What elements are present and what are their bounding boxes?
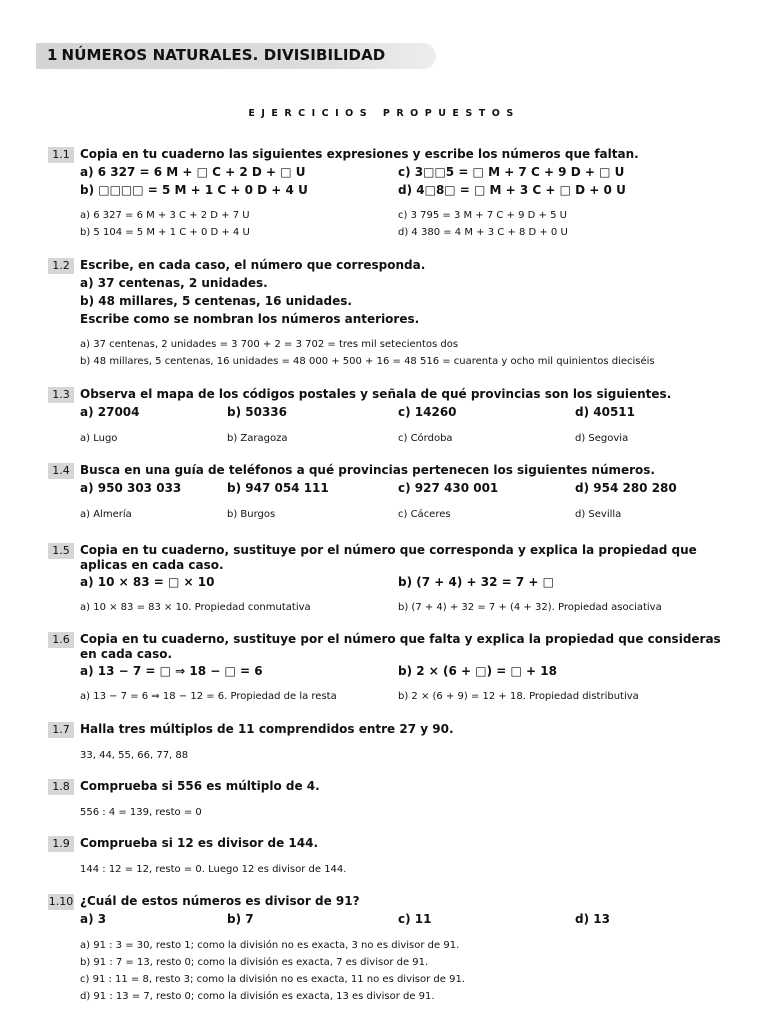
exercise-number: 1.8 [48, 779, 74, 795]
exercise-number: 1.7 [48, 722, 74, 738]
answer-item-a: a) 37 centenas, 2 unidades = 3 700 + 2 = 3 702 = tres mil setecientos dos [80, 339, 459, 350]
exercise-number: 1.10 [48, 895, 74, 908]
question-item-d: d) 13 [575, 912, 610, 926]
exercise-question: Copia en tu cuaderno, sustituye por el número que corresponda y explica la propiedad que aplicas en cada caso. [80, 543, 697, 572]
question-item-b: b) 50336 [227, 405, 287, 419]
question-item-b: b) 2 × (6 + □) = □ + 18 [398, 664, 557, 678]
exercise-answer: 556 : 4 = 139, resto = 0 [80, 807, 202, 818]
question-item-a: a) 950 303 033 [80, 481, 182, 495]
answer-item-b: b) (7 + 4) + 32 = 7 + (4 + 32). Propiedad asociativa [398, 602, 662, 613]
exercise-question: Comprueba si 12 es divisor de 144. [80, 836, 319, 850]
chapter-title [47, 46, 385, 64]
answer-item-c: c) 91 : 11 = 8, resto 3; como la división no es exacta, 11 no es divisor de 91. [80, 974, 465, 985]
question-item-d: d) 954 280 280 [575, 481, 677, 495]
answer-item-b: b) 91 : 7 = 13, resto 0; como la división es exacta, 7 es divisor de 91. [80, 957, 429, 968]
answer-item-c: c) Córdoba [398, 433, 453, 444]
answer-item-d: d) Sevilla [575, 509, 622, 520]
question-item-a: a) 3 [80, 912, 107, 926]
question-item-a: a) 6 327 = 6 M + □ C + 2 D + □ U [80, 165, 306, 179]
chapter-title-text: NÚMEROS NATURALES. DIVISIBILIDAD [61, 46, 386, 64]
exercise-question: Copia en tu cuaderno las siguientes expresiones y escribe los números que faltan. [80, 147, 639, 161]
question-item-c: c) 927 430 001 [398, 481, 499, 495]
question-item-a: a) 27004 [80, 405, 140, 419]
section-heading: EJERCICIOS PROPUESTOS [248, 108, 520, 119]
answer-item-b: b) 5 104 = 5 M + 1 C + 0 D + 4 U [80, 227, 250, 238]
exercise-question: ¿Cuál de estos números es divisor de 91? [80, 894, 360, 908]
answer-item-c: c) Cáceres [398, 509, 451, 520]
question-item-b: b) □□□□ = 5 M + 1 C + 0 D + 4 U [80, 183, 308, 197]
question-item-c: c) 14260 [398, 405, 457, 419]
question-item-b: b) 947 054 111 [227, 481, 329, 495]
exercise-answer: 144 : 12 = 12, resto = 0. Luego 12 es divisor de 144. [80, 864, 347, 875]
question-item-d: d) 4□8□ = □ M + 3 C + □ D + 0 U [398, 183, 626, 197]
exercise-question: Observa el mapa de los códigos postales y señala de qué provincias son los siguientes. [80, 387, 672, 401]
exercise-number: 1.9 [48, 836, 74, 852]
question-item-c: Escribe como se nombran los números anteriores. [80, 312, 420, 326]
answer-item-a: a) 6 327 = 6 M + 3 C + 2 D + 7 U [80, 210, 250, 221]
answer-item-a: a) Almería [80, 509, 132, 520]
exercise-question: Halla tres múltiplos de 11 comprendidos entre 27 y 90. [80, 722, 454, 736]
exercise-number: 1.1 [48, 147, 74, 163]
answer-item-a: a) 10 × 83 = 83 × 10. Propiedad conmutativa [80, 602, 311, 613]
exercise-question: Escribe, en cada caso, el número que corresponda. [80, 258, 426, 272]
exercise-answer: 33, 44, 55, 66, 77, 88 [80, 750, 189, 761]
answer-item-c: c) 3 795 = 3 M + 7 C + 9 D + 5 U [398, 210, 567, 221]
answer-item-d: d) Segovia [575, 433, 629, 444]
answer-item-a: a) Lugo [80, 433, 118, 444]
question-item-a: a) 37 centenas, 2 unidades. [80, 276, 268, 290]
question-item-d: d) 40511 [575, 405, 635, 419]
exercise-number: 1.6 [48, 632, 74, 648]
exercise-question: Comprueba si 556 es múltiplo de 4. [80, 779, 320, 793]
question-item-c: c) 11 [398, 912, 432, 926]
answer-item-b: b) Burgos [227, 509, 276, 520]
answer-item-d: d) 91 : 13 = 7, resto 0; como la división es exacta, 13 es divisor de 91. [80, 991, 435, 1002]
question-item-a: a) 10 × 83 = □ × 10 [80, 575, 215, 589]
answer-item-a: a) 13 − 7 = 6 ⇒ 18 − 12 = 6. Propiedad de la resta [80, 691, 337, 702]
exercise-question: Copia en tu cuaderno, sustituye por el número que falta y explica la propiedad que consideras en cada caso. [80, 632, 721, 661]
answer-item-b: b) 48 millares, 5 centenas, 16 unidades = 48 000 + 500 + 16 = 48 516 = cuarenta y ocho mil quinientos dieciséis [80, 356, 655, 367]
answer-item-b: b) 2 × (6 + 9) = 12 + 18. Propiedad distributiva [398, 691, 639, 702]
exercise-number: 1.5 [48, 543, 74, 559]
answer-item-d: d) 4 380 = 4 M + 3 C + 8 D + 0 U [398, 227, 568, 238]
exercise-number: 1.2 [48, 258, 74, 274]
exercise-question: Busca en una guía de teléfonos a qué provincias pertenecen los siguientes números. [80, 463, 655, 477]
question-item-a: a) 13 − 7 = □ ⇒ 18 − □ = 6 [80, 664, 263, 678]
answer-item-a: a) 91 : 3 = 30, resto 1; como la división no es exacta, 3 no es divisor de 91. [80, 940, 460, 951]
question-item-b: b) 7 [227, 912, 254, 926]
chapter-number: 1 [47, 46, 58, 64]
exercise-number: 1.4 [48, 463, 74, 479]
question-item-b: b) 48 millares, 5 centenas, 16 unidades. [80, 294, 352, 308]
question-item-c: c) 3□□5 = □ M + 7 C + 9 D + □ U [398, 165, 625, 179]
exercise-number: 1.3 [48, 387, 74, 403]
answer-item-b: b) Zaragoza [227, 433, 288, 444]
question-item-b: b) (7 + 4) + 32 = 7 + □ [398, 575, 554, 589]
